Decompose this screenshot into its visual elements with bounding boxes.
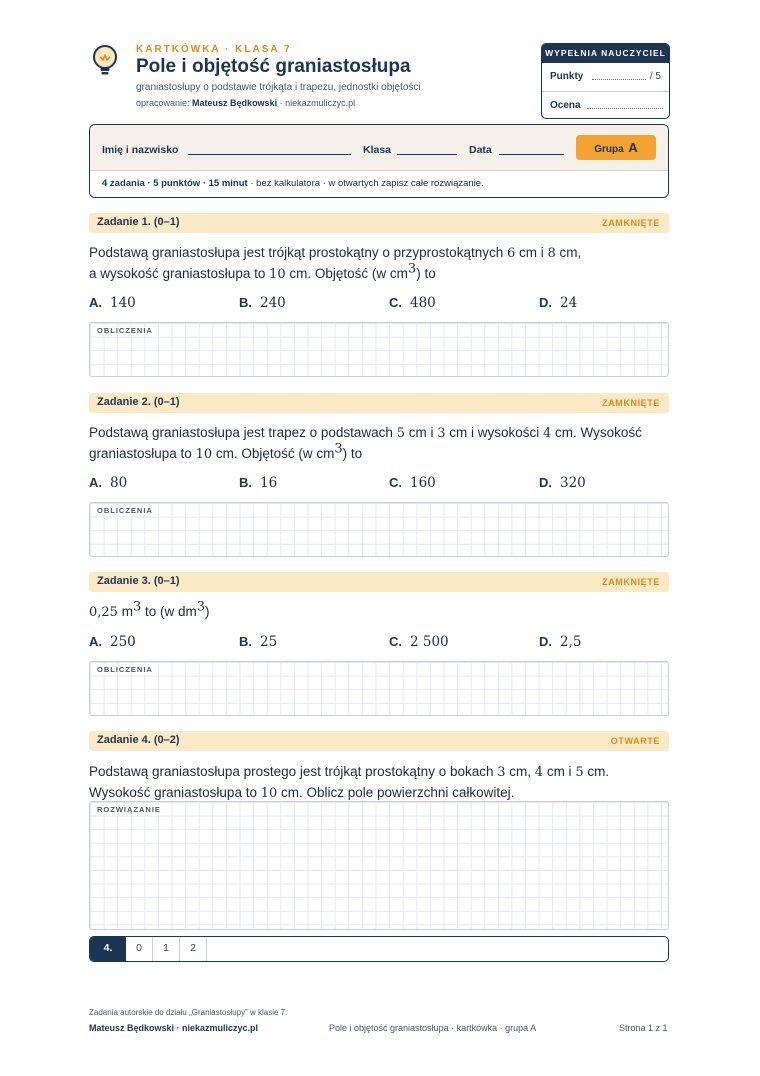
- task-3-text: [89, 599, 669, 623]
- answer-letter: A.: [89, 295, 102, 310]
- t2-text-b: cm i: [404, 425, 438, 440]
- t2-num-1: 5: [396, 426, 405, 441]
- test-info: [90, 170, 668, 197]
- page-subtitle: graniastosłupy o podstawie trójkąta i trapezu, jednostki objętości: [136, 82, 421, 93]
- t2-num-2: 3: [437, 426, 446, 441]
- answer-value: 320: [560, 475, 586, 491]
- answer-letter: A.: [89, 475, 102, 490]
- answer-value: 16: [260, 475, 278, 491]
- task-2-answer-c[interactable]: [389, 474, 436, 491]
- task-3-header: [89, 572, 669, 592]
- t2-num-4: 10: [195, 447, 213, 462]
- answer-letter: C.: [389, 475, 402, 490]
- task-4-type: OTWARTE: [610, 736, 660, 746]
- answer-letter: B.: [239, 295, 252, 310]
- t3-exponent-1: 3: [132, 599, 142, 615]
- author-prefix: opracowanie:: [136, 98, 193, 108]
- task-2-answer-d[interactable]: [539, 474, 586, 491]
- t2-text-f: cm. Objętość (w cm: [212, 446, 335, 461]
- t1-num-3: 10: [269, 267, 286, 282]
- page-number: Strona 1 z 1: [619, 1023, 668, 1033]
- t3-exponent-2: 3: [196, 599, 206, 615]
- task-1-answer-c[interactable]: [389, 294, 436, 311]
- t2-text-g: ) to: [342, 446, 363, 461]
- footer-center: Pole i objętość graniastosłupa · kartkówka · grupa A: [329, 1023, 537, 1033]
- task-1-text: [89, 243, 669, 285]
- t2-text-a: Podstawą graniastosłupa jest trapez o podstawach: [89, 425, 397, 440]
- score-option-0[interactable]: 0: [126, 937, 153, 961]
- answer-letter: D.: [539, 475, 552, 490]
- task-3-answer-a[interactable]: [89, 633, 136, 650]
- answer-letter: B.: [239, 475, 252, 490]
- name-label: Imię i nazwisko: [102, 144, 179, 156]
- date-field[interactable]: [499, 154, 564, 155]
- task-3-type: ZAMKNIĘTE: [602, 577, 660, 587]
- t2-text-e: graniastosłupa to: [89, 446, 196, 461]
- task-1-work-label: OBLICZENIA: [97, 326, 153, 335]
- t3-num-1: 0,25: [89, 605, 118, 620]
- t2-text-c: cm i wysokości: [445, 425, 544, 440]
- t1-num-1: 6: [506, 246, 516, 261]
- date-label: Data: [469, 144, 492, 156]
- t1-text-b: cm i: [515, 245, 548, 260]
- teacher-points-row: [542, 63, 669, 91]
- author-name: Mateusz Będkowski: [192, 98, 278, 108]
- t1-text-a: Podstawą graniastosłupa jest trójkąt prostokątny o przyprostokątnych: [89, 245, 507, 260]
- task-2-answer-b[interactable]: [239, 474, 277, 491]
- t4-text-c: cm i: [543, 764, 576, 779]
- task-4-header: [89, 731, 669, 751]
- t3-text-a: m: [117, 604, 133, 619]
- class-field[interactable]: [397, 154, 457, 155]
- task-1-type: ZAMKNIĘTE: [602, 218, 660, 228]
- test-info-rules: · bez kalkulatora · w otwartych zapisz całe rozwiązanie.: [247, 178, 484, 189]
- test-info-summary: 4 zadania · 5 punktów · 15 minut: [102, 178, 248, 189]
- score-task-number: 4.: [90, 937, 126, 961]
- task-3-answer-b[interactable]: [239, 633, 277, 650]
- t4-num-2: 4: [534, 765, 544, 780]
- answer-value: 160: [410, 475, 436, 491]
- task-2-header: [89, 393, 669, 413]
- t4-num-1: 3: [497, 765, 506, 780]
- task-1-answer-a[interactable]: [89, 294, 136, 311]
- answer-letter: B.: [239, 634, 252, 649]
- answer-value: 80: [110, 475, 128, 491]
- t4-num-4: 10: [260, 786, 278, 801]
- t1-num-2: 8: [547, 246, 556, 261]
- points-field[interactable]: [592, 79, 646, 80]
- answer-letter: C.: [389, 634, 402, 649]
- t4-text-f: cm. Oblicz pole powierzchni całkowitej.: [277, 785, 515, 800]
- answer-value: 140: [110, 295, 136, 311]
- answer-value: 2 500: [410, 634, 449, 650]
- task-2-answers: [89, 474, 689, 494]
- group-label: Grupa: [594, 144, 624, 155]
- class-label: Klasa: [363, 144, 392, 156]
- task-4-solution-area[interactable]: [89, 801, 669, 930]
- teacher-grade-row: [542, 91, 669, 119]
- task-2-work-label: OBLICZENIA: [97, 506, 153, 515]
- group-letter: A: [628, 140, 638, 155]
- t1-text-c: cm,: [555, 245, 582, 260]
- task-1-work-area[interactable]: [89, 322, 669, 377]
- answer-value: 240: [260, 295, 286, 311]
- t1-text-d: a wysokość graniastosłupa to: [89, 266, 270, 281]
- t4-text-e: Wysokość graniastosłupa to: [89, 785, 261, 800]
- task-4-text: [89, 762, 669, 804]
- t2-num-3: 4: [543, 426, 552, 441]
- teacher-box-heading: WYPEŁNIA NAUCZYCIEL: [542, 44, 669, 63]
- t1-text-e: cm. Objętość (w cm: [285, 266, 408, 281]
- task-4-work-label: ROZWIĄZANIE: [97, 805, 161, 814]
- answer-value: 2,5: [560, 634, 582, 650]
- task-1-answer-d[interactable]: [539, 294, 577, 311]
- answer-letter: D.: [539, 634, 552, 649]
- task-3-work-label: OBLICZENIA: [97, 665, 153, 674]
- answer-letter: A.: [89, 634, 102, 649]
- task-1-header: [89, 213, 669, 233]
- points-label: Punkty: [550, 71, 584, 82]
- task-4-score-bar: [89, 936, 669, 962]
- score-option-2[interactable]: 2: [180, 937, 207, 961]
- points-max: / 5: [649, 71, 661, 82]
- teacher-box: [541, 43, 670, 119]
- t2-exponent: 3: [334, 441, 343, 457]
- t2-text-d: cm. Wysokość: [551, 425, 642, 440]
- t4-num-3: 5: [575, 765, 584, 780]
- answer-letter: C.: [389, 295, 402, 310]
- answer-value: 24: [560, 295, 578, 311]
- t1-exponent: 3: [407, 261, 417, 277]
- answer-value: 250: [110, 634, 136, 650]
- task-1-title: Zadanie 1. (0–1): [97, 216, 180, 228]
- task-2-title: Zadanie 2. (0–1): [97, 396, 180, 408]
- score-option-1[interactable]: 1: [153, 937, 180, 961]
- task-2-answer-a[interactable]: [89, 474, 127, 491]
- footer-author: Mateusz Będkowski · niekazmuliczyc.pl: [89, 1023, 259, 1033]
- grade-field[interactable]: [587, 108, 663, 109]
- task-2-work-area[interactable]: [89, 502, 669, 557]
- t3-text-c: ): [205, 604, 210, 619]
- footer-note: Zadania autorskie do działu „Graniastosłupy” w klasie 7.: [89, 1008, 288, 1017]
- task-2-text: [89, 423, 669, 465]
- grade-label: Ocena: [550, 100, 581, 111]
- group-button[interactable]: [576, 135, 656, 160]
- answer-value: 480: [410, 295, 436, 311]
- t1-text-f: ) to: [416, 266, 436, 281]
- author-line: [136, 98, 355, 108]
- t4-text-a: Podstawą graniastosłupa prostego jest trójkąt prostokątny o bokach: [89, 764, 498, 779]
- header-kicker: KARTKÓWKA · KLASA 7: [136, 44, 292, 55]
- task-1-answer-b[interactable]: [239, 294, 286, 311]
- name-field[interactable]: [188, 154, 351, 155]
- lightbulb-logo-icon: [90, 44, 120, 78]
- task-3-answer-d[interactable]: [539, 633, 581, 650]
- t4-text-d: cm.: [583, 764, 610, 779]
- student-info-box: [89, 124, 669, 198]
- task-1-answers: [89, 294, 689, 314]
- task-3-title: Zadanie 3. (0–1): [97, 575, 180, 587]
- task-4-title: Zadanie 4. (0–2): [97, 734, 180, 746]
- task-3-answer-c[interactable]: [389, 633, 449, 650]
- task-2-type: ZAMKNIĘTE: [602, 398, 660, 408]
- answer-value: 25: [260, 634, 278, 650]
- task-3-answers: [89, 633, 689, 653]
- t4-text-b: cm,: [505, 764, 535, 779]
- author-site: · niekazmuliczyc.pl: [277, 98, 356, 108]
- task-3-work-area[interactable]: [89, 661, 669, 716]
- t3-text-b: to (w dm: [141, 604, 197, 619]
- answer-letter: D.: [539, 295, 552, 310]
- page-title: Pole i objętość graniastosłupa: [136, 56, 411, 77]
